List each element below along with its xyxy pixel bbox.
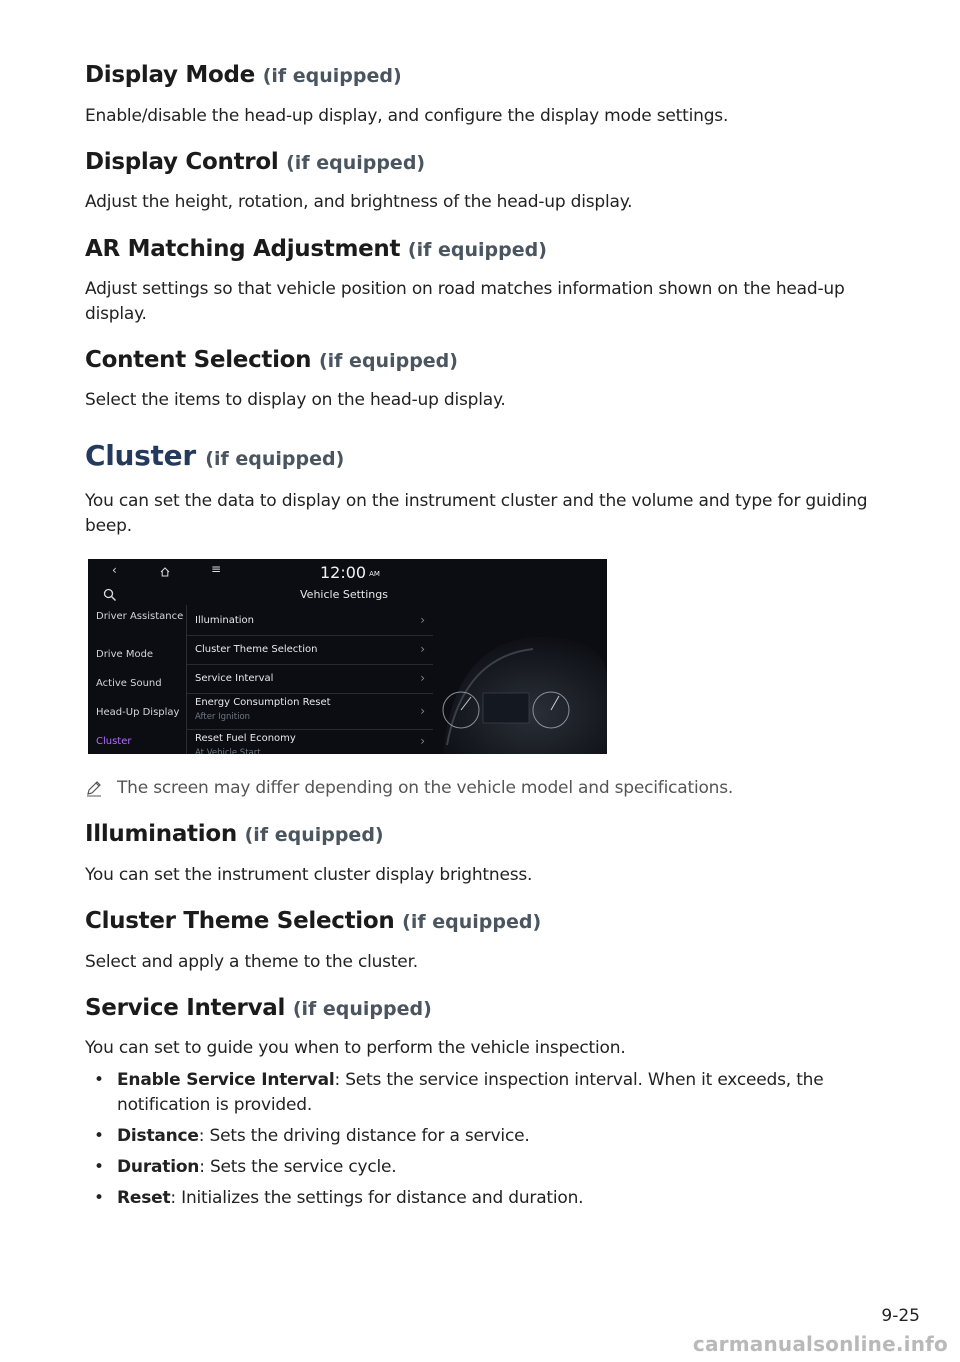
list-item: • Reset: Initializes the settings for distance and duration. <box>94 1188 584 1208</box>
menu-item-reset-fuel-economy[interactable] <box>187 730 433 754</box>
screen-topbar <box>88 559 607 585</box>
menu-item-sublabel: After Ignition <box>195 712 251 722</box>
chevron-right-icon: › <box>420 671 425 685</box>
home-icon[interactable] <box>160 567 170 577</box>
list-item: • Duration: Sets the service cycle. <box>94 1157 397 1177</box>
heading-display-control: Display Control (if equipped) <box>85 149 426 175</box>
text-illumination: You can set the instrument cluster display brightness. <box>85 865 533 885</box>
text-service-interval: You can set to guide you when to perform the vehicle inspection. <box>85 1038 626 1058</box>
list-item: • Enable Service Interval: Sets the service inspection interval. When it exceeds, the notification is provided. <box>94 1070 824 1115</box>
heading-display-mode: Display Mode (if equipped) <box>85 62 402 88</box>
text-content-selection: Select the items to display on the head-up display. <box>85 390 506 410</box>
menu-item-label: Service Interval <box>195 673 274 684</box>
chevron-right-icon: › <box>420 734 425 748</box>
heading-ar-matching: AR Matching Adjustment (if equipped) <box>85 236 547 262</box>
heading-cluster: Cluster (if equipped) <box>85 439 345 472</box>
screen-sidebar <box>88 605 186 754</box>
menu-item-cluster-theme[interactable] <box>187 636 433 665</box>
service-interval-list <box>85 1068 885 1217</box>
sidebar-item-drive-mode[interactable]: Drive Mode <box>96 649 154 660</box>
sidebar-item-driver-assistance[interactable]: Driver Assistance <box>96 611 184 622</box>
note-text: The screen may differ depending on the vehicle model and specifications. <box>117 778 734 798</box>
menu-item-label: Reset Fuel Economy <box>195 733 296 744</box>
menu-item-service-interval[interactable] <box>187 665 433 694</box>
page-number: 9-25 <box>881 1306 920 1326</box>
menu-item-label: Illumination <box>195 615 254 626</box>
menu-icon[interactable]: ≡ <box>211 562 222 576</box>
text-display-control: Adjust the height, rotation, and brightness of the head-up display. <box>85 192 633 212</box>
menu-item-label: Cluster Theme Selection <box>195 644 318 655</box>
heading-service-interval: Service Interval (if equipped) <box>85 995 432 1021</box>
sidebar-item-cluster[interactable]: Cluster <box>96 736 132 747</box>
menu-item-sublabel: At Vehicle Start <box>195 748 261 754</box>
sidebar-item-head-up-display[interactable]: Head-Up Display <box>96 707 180 718</box>
screen-clock: 12:00 AM <box>320 563 380 582</box>
chevron-right-icon: › <box>420 613 425 627</box>
chevron-right-icon: › <box>420 642 425 656</box>
screen-menu <box>187 605 433 754</box>
watermark: carmanualsonline.info <box>692 1332 948 1356</box>
cluster-illustration <box>433 605 607 754</box>
list-item: • Distance: Sets the driving distance for a service. <box>94 1126 530 1146</box>
search-icon[interactable] <box>103 588 117 602</box>
sidebar-item-active-sound[interactable]: Active Sound <box>96 678 162 689</box>
heading-illumination: Illumination (if equipped) <box>85 821 384 847</box>
pencil-icon <box>85 779 103 797</box>
text-cluster: You can set the data to display on the instrument cluster and the volume and type for guiding beep. <box>85 491 868 536</box>
menu-item-energy-consumption-reset[interactable] <box>187 694 433 730</box>
chevron-right-icon: › <box>420 704 425 718</box>
text-cluster-theme: Select and apply a theme to the cluster. <box>85 952 418 972</box>
heading-cluster-theme: Cluster Theme Selection (if equipped) <box>85 908 542 934</box>
back-icon[interactable]: ‹ <box>112 563 117 577</box>
screen-title: Vehicle Settings <box>300 588 388 601</box>
heading-content-selection: Content Selection (if equipped) <box>85 347 458 373</box>
text-display-mode: Enable/disable the head-up display, and configure the display mode settings. <box>85 106 729 126</box>
menu-item-label: Energy Consumption Reset <box>195 697 331 708</box>
text-ar-matching: Adjust settings so that vehicle position on road matches information shown on the head-up display. <box>85 279 845 324</box>
menu-item-illumination[interactable] <box>187 607 433 636</box>
vehicle-settings-screenshot <box>88 559 607 754</box>
